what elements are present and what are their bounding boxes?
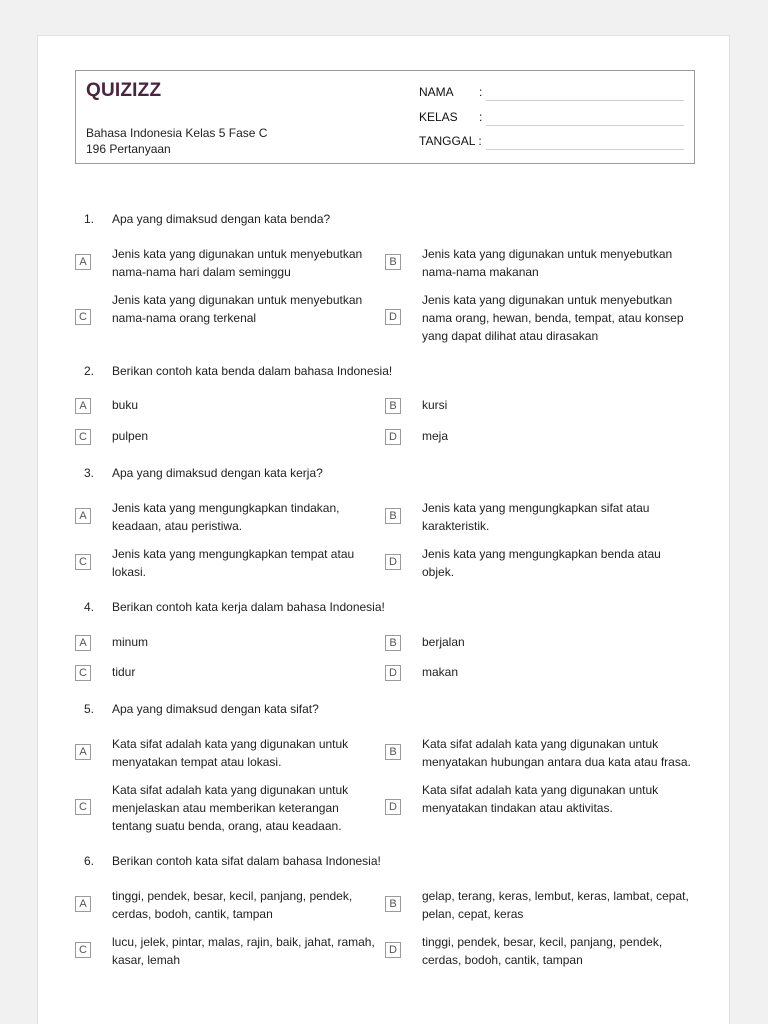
class-line — [486, 125, 684, 126]
option-text: Jenis kata yang mengungkapkan tindakan, keadaan, atau peristiwa. — [112, 501, 340, 533]
option-letter: D — [385, 429, 401, 445]
option-letter: D — [385, 799, 401, 815]
option-letter: A — [75, 744, 91, 760]
option-text: buku — [112, 398, 139, 412]
option-letter: B — [385, 398, 401, 414]
option-text: lucu, jelek, pintar, malas, rajin, baik, jahat, ramah, kasar, lemah — [112, 935, 375, 967]
quiz-title: Bahasa Indonesia Kelas 5 Fase C — [86, 126, 268, 140]
option-letter: A — [75, 254, 91, 270]
date-label: TANGGAL : — [419, 134, 482, 148]
option-text: Jenis kata yang digunakan untuk menyebutkan nama-nama makanan — [422, 247, 673, 279]
option-letter: B — [385, 635, 401, 651]
option-text: tinggi, pendek, besar, kecil, panjang, pendek, cerdas, bodoh, cantik, tampan — [112, 889, 353, 921]
question-text: Apa yang dimaksud dengan kata sifat? — [112, 702, 319, 716]
option-letter: A — [75, 635, 91, 651]
question-number: 2. — [84, 364, 95, 378]
option-text: tinggi, pendek, besar, kecil, panjang, pendek, cerdas, bodoh, cantik, tampan — [422, 935, 663, 967]
question-text: Apa yang dimaksud dengan kata benda? — [112, 212, 331, 226]
question-text: Berikan contoh kata sifat dalam bahasa Indonesia! — [112, 854, 381, 868]
option-text: Jenis kata yang mengungkapkan benda atau objek. — [422, 547, 661, 579]
option-letter: B — [385, 896, 401, 912]
name-line — [486, 100, 684, 101]
option-text: Kata sifat adalah kata yang digunakan untuk menyatakan hubungan antara dua kata atau frasa. — [422, 737, 691, 769]
option-text: Kata sifat adalah kata yang digunakan untuk menyatakan tempat atau lokasi. — [112, 737, 349, 769]
question-number: 3. — [84, 466, 95, 480]
option-text: makan — [422, 665, 459, 679]
option-letter: C — [75, 942, 91, 958]
option-letter: B — [385, 744, 401, 760]
option-text: Jenis kata yang digunakan untuk menyebutkan nama-nama orang terkenal — [112, 293, 363, 325]
name-colon: : — [479, 85, 483, 99]
option-text: gelap, terang, keras, lembut, keras, lambat, cepat, pelan, cepat, keras — [422, 889, 689, 921]
option-text: Jenis kata yang digunakan untuk menyebutkan nama orang, hewan, benda, tempat, atau konsep yang dapat dilihat atau dirasakan — [422, 293, 684, 343]
option-text: tidur — [112, 665, 136, 679]
option-text: Kata sifat adalah kata yang digunakan untuk menjelaskan atau memberikan keterangan tentang suatu benda, orang, atau keadaan. — [112, 783, 349, 833]
option-text: Jenis kata yang mengungkapkan sifat atau karakteristik. — [422, 501, 650, 533]
option-letter: D — [385, 554, 401, 570]
option-letter: B — [385, 508, 401, 524]
option-text: meja — [422, 429, 449, 443]
option-letter: B — [385, 254, 401, 270]
option-letter: A — [75, 398, 91, 414]
worksheet-header — [75, 70, 695, 164]
option-text: Jenis kata yang digunakan untuk menyebutkan nama-nama hari dalam seminggu — [112, 247, 363, 279]
question-number: 5. — [84, 702, 95, 716]
quizizz-logo: QUIZIZZ — [86, 80, 162, 101]
question-count: 196 Pertanyaan — [86, 142, 171, 156]
option-letter: C — [75, 554, 91, 570]
question-number: 4. — [84, 600, 95, 614]
option-letter: C — [75, 309, 91, 325]
question-text: Apa yang dimaksud dengan kata kerja? — [112, 466, 323, 480]
option-letter: A — [75, 896, 91, 912]
option-text: berjalan — [422, 635, 465, 649]
question-number: 6. — [84, 854, 95, 868]
option-text: kursi — [422, 398, 448, 412]
option-letter: C — [75, 665, 91, 681]
option-letter: C — [75, 799, 91, 815]
class-colon: : — [479, 110, 483, 124]
option-text: minum — [112, 635, 149, 649]
question-text: Berikan contoh kata kerja dalam bahasa Indonesia! — [112, 600, 385, 614]
option-text: pulpen — [112, 429, 149, 443]
option-text: Kata sifat adalah kata yang digunakan untuk menyatakan tindakan atau aktivitas. — [422, 783, 659, 815]
name-label: NAMA — [419, 85, 454, 99]
question-text: Berikan contoh kata benda dalam bahasa Indonesia! — [112, 364, 393, 378]
question-number: 1. — [84, 212, 95, 226]
option-letter: D — [385, 942, 401, 958]
option-text: Jenis kata yang mengungkapkan tempat atau lokasi. — [112, 547, 355, 579]
date-line — [486, 149, 684, 150]
option-letter: C — [75, 429, 91, 445]
option-letter: D — [385, 309, 401, 325]
option-letter: D — [385, 665, 401, 681]
worksheet-page — [37, 35, 730, 1024]
class-label: KELAS — [419, 110, 458, 124]
option-letter: A — [75, 508, 91, 524]
